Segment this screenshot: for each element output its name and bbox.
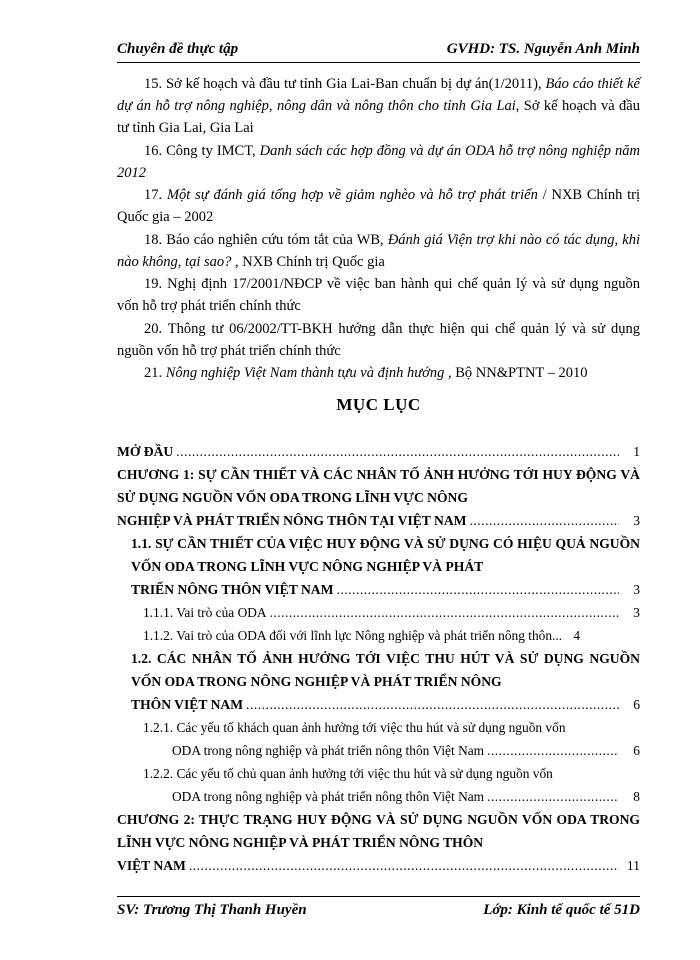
header-left: Chuyên đề thực tập bbox=[117, 41, 239, 57]
header-right: GVHD: TS. Nguyễn Anh Minh bbox=[446, 41, 640, 57]
toc-entry-1-2[interactable]: 1.2. CÁC NHÂN TỐ ẢNH HƯỞNG TỚI VIỆC THU HÚT VÀ SỬ DỤNG NGUỒN VỐN ODA TRONG NÔNG NGHIỆP VÀ PHÁT TRIỂN NÔNG THÔN VIỆT NAM ..... 6 bbox=[117, 647, 640, 716]
page-footer bbox=[117, 896, 640, 921]
toc-entry-1-1-2[interactable]: 1.1.2. Vai trò của ODA đối với lĩnh lực Nông nghiệp và phát triển nông thôn... 4 bbox=[143, 628, 581, 643]
reference-item: 16. Công ty IMCT, Danh sách các hợp đồng và dự án ODA hỗ trợ nông nghiệp năm 2012 bbox=[117, 142, 641, 181]
reference-item: 19. Nghị định 17/2001/NĐCP về việc ban hành qui chế quản lý và sử dụng nguồn vốn hỗ trợ phát triển chính thức bbox=[117, 276, 640, 314]
footer-right: Lớp: Kinh tế quốc tế 51D bbox=[483, 902, 640, 918]
reference-item: 21. Nông nghiệp Việt Nam thành tựu và định hướng , Bộ NN&PTNT – 2010 bbox=[144, 365, 588, 381]
footer-left: SV: Trương Thị Thanh Huyền bbox=[117, 902, 307, 918]
toc-entry-chapter-2[interactable]: CHƯƠNG 2: THỰC TRẠNG HUY ĐỘNG VÀ SỬ DỤNG NGUỒN VỐN ODA TRONG LĨNH VỰC NÔNG NGHIỆP VÀ PHÁT TRIỂN NÔNG THÔN VIỆT NAM ..... 11 bbox=[117, 808, 640, 877]
toc-title: MỤC LỤC bbox=[336, 395, 421, 414]
reference-item: 20. Thông tư 06/2002/TT-BKH hướng dẫn thực hiện qui chế quản lý và sử dụng nguồn vốn hỗ trợ phát triển chính thức bbox=[117, 320, 640, 359]
table-of-contents bbox=[117, 440, 640, 877]
toc-entry-1-2-1[interactable]: 1.2.1. Các yếu tố khách quan ảnh hưởng tới việc thu hút và sử dụng nguồn vốn ODA trong nông nghiệp và phát triển nông thôn Việt Nam ..... 6 bbox=[117, 716, 640, 762]
toc-entry-chapter-1[interactable]: CHƯƠNG 1: SỰ CẦN THIẾT VÀ CÁC NHÂN TỐ ẢNH HƯỞNG TỚI HUY ĐỘNG VÀ SỬ DỤNG NGUỒN VỐN ODA TRONG LĨNH VỰC NÔNG NGHIỆP VÀ PHÁT TRIỂN NÔNG THÔN TẠI VIỆT NAM ..... 3 bbox=[117, 463, 640, 532]
reference-item: 18. Báo cáo nghiên cứu tóm tắt của WB, Đánh giá Viện trợ khi nào có tác dụng, khi nào không, tại sao? , NXB Chính trị Quốc gia bbox=[117, 231, 640, 270]
toc-entry-mo-dau[interactable]: MỞ ĐẦU ..... 1 bbox=[117, 440, 640, 463]
reference-item: 15. Sở kế hoạch và đầu tư tỉnh Gia Lai-Ban chuẩn bị dự án(1/2011), Báo cáo thiết kế dự án hỗ trợ nông nghiệp, nông dân và nông thôn cho tỉnh Gia Lai, Sở kế hoạch và đầu tư tỉnh Gia Lai, Gia Lai bbox=[117, 76, 640, 136]
toc-entry-1-1[interactable]: 1.1. SỰ CẦN THIẾT CỦA VIỆC HUY ĐỘNG VÀ SỬ DỤNG CÓ HIỆU QUẢ NGUỒN VỐN ODA TRONG LĨNH VỰC NÔNG NGHIỆP VÀ PHÁT TRIỂN NÔNG THÔN VIỆT NAM ..... 3 bbox=[117, 532, 640, 601]
toc-entry-1-2-2[interactable]: 1.2.2. Các yếu tố chủ quan ảnh hưởng tới việc thu hút và sử dụng nguồn vốn ODA trong nông nghiệp và phát triển nông thôn Việt Nam ..... 8 bbox=[117, 762, 640, 808]
reference-item: 17. Một sự đánh giá tổng hợp về giảm nghèo và hỗ trợ phát triển / NXB Chính trị Quốc gia – 2002 bbox=[117, 187, 641, 225]
reference-list bbox=[117, 73, 640, 385]
toc-entry-1-1-1[interactable]: 1.1.1. Vai trò của ODA ..... 3 bbox=[117, 601, 640, 624]
page-header bbox=[117, 40, 640, 63]
